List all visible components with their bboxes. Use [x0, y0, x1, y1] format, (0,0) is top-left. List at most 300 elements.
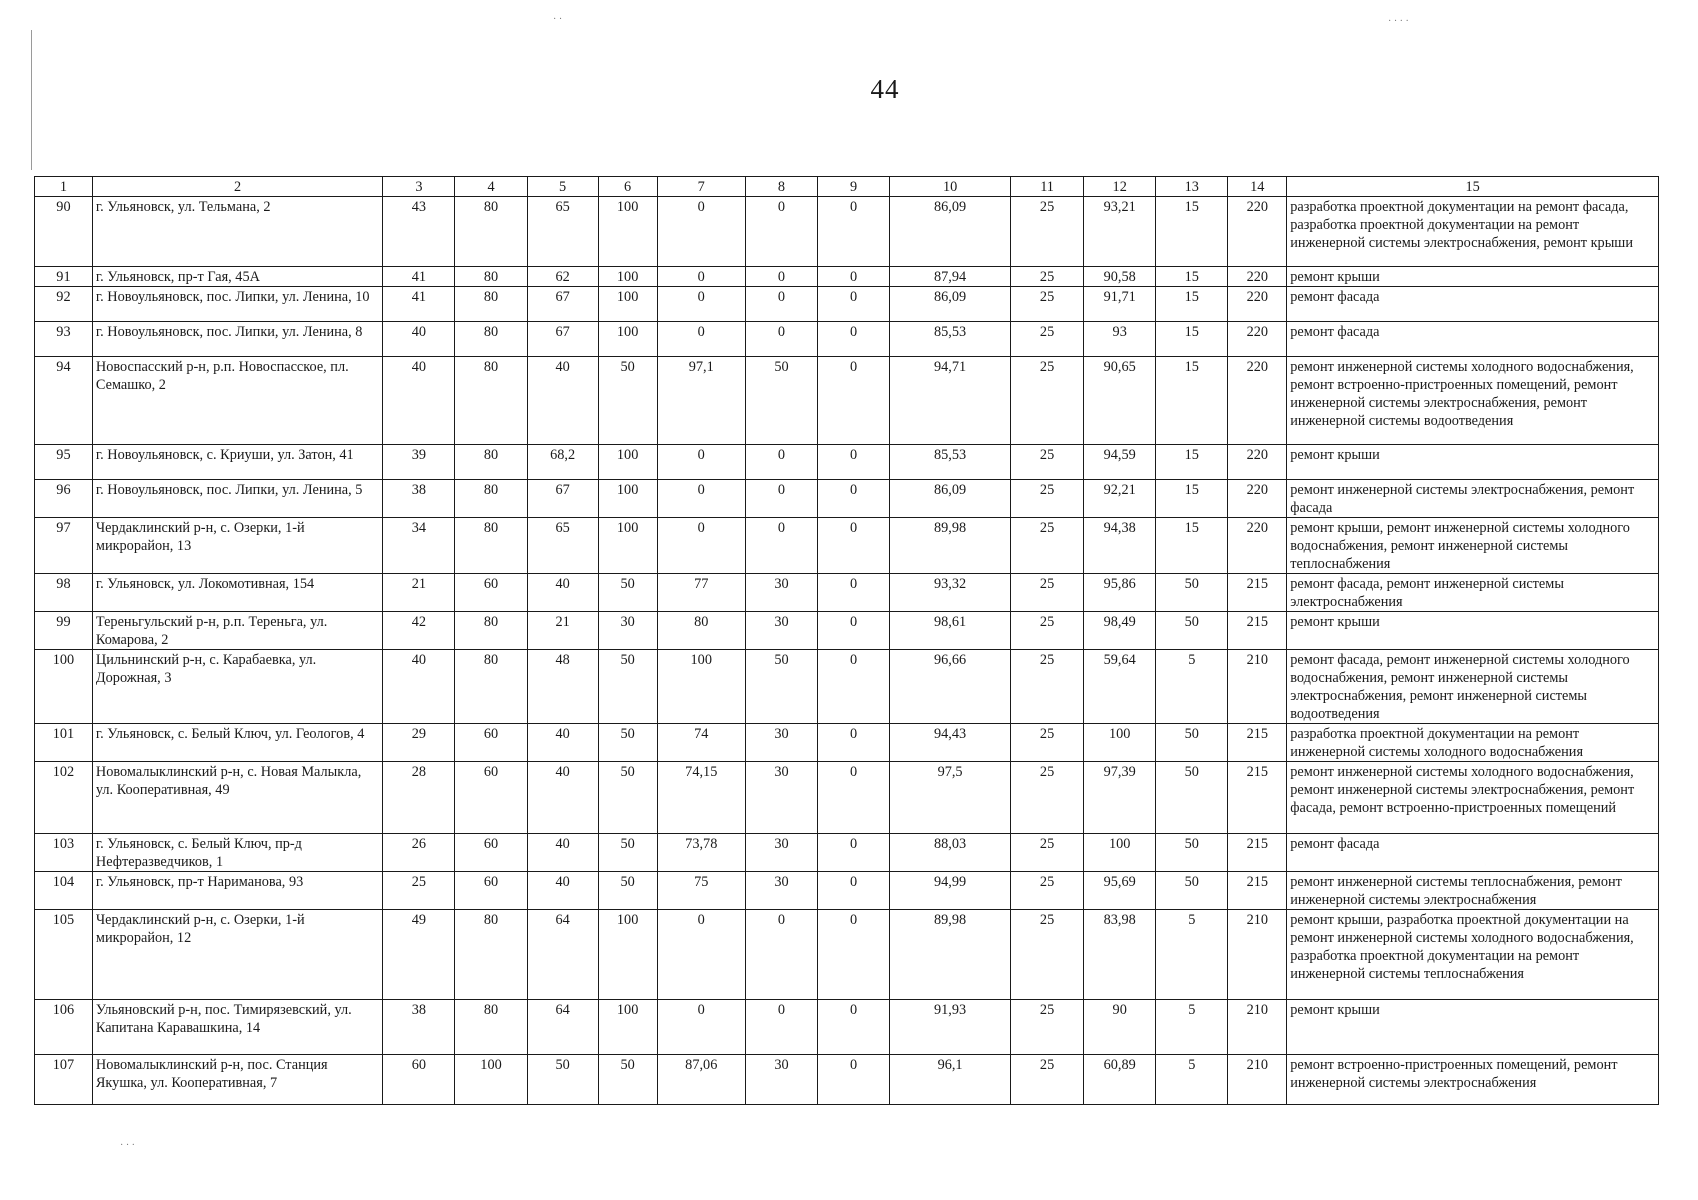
table-row	[35, 445, 1659, 480]
cell-col-9: 0	[818, 762, 890, 834]
cell-col-3: 42	[383, 612, 455, 650]
column-header-7: 7	[657, 177, 745, 197]
cell-col-14: 210	[1228, 1000, 1287, 1055]
cell-col-5: 65	[527, 518, 598, 574]
column-header-4: 4	[455, 177, 527, 197]
cell-col-1: 103	[35, 834, 93, 872]
table-row	[35, 480, 1659, 518]
cell-col-8: 0	[745, 480, 817, 518]
table-row	[35, 612, 1659, 650]
table-row	[35, 574, 1659, 612]
cell-col-4: 80	[455, 287, 527, 322]
cell-col-10: 94,43	[890, 724, 1011, 762]
table-row	[35, 322, 1659, 357]
cell-col-15: ремонт фасада, ремонт инженерной системы электроснабжения	[1287, 574, 1659, 612]
cell-col-5: 64	[527, 910, 598, 1000]
cell-col-3: 40	[383, 650, 455, 724]
cell-col-1: 101	[35, 724, 93, 762]
cell-col-4: 80	[455, 480, 527, 518]
cell-col-10: 85,53	[890, 322, 1011, 357]
cell-col-13: 50	[1156, 762, 1228, 834]
column-header-14: 14	[1228, 177, 1287, 197]
column-header-9: 9	[818, 177, 890, 197]
cell-col-12: 97,39	[1084, 762, 1156, 834]
cell-col-12: 60,89	[1084, 1055, 1156, 1105]
cell-col-11: 25	[1011, 518, 1084, 574]
column-header-1: 1	[35, 177, 93, 197]
cell-col-1: 98	[35, 574, 93, 612]
cell-col-2: Чердаклинский р-н, с. Озерки, 1-й микрорайон, 12	[92, 910, 382, 1000]
cell-col-7: 87,06	[657, 1055, 745, 1105]
cell-col-6: 100	[598, 910, 657, 1000]
cell-col-7: 0	[657, 910, 745, 1000]
cell-col-13: 50	[1156, 612, 1228, 650]
cell-col-7: 100	[657, 650, 745, 724]
cell-col-11: 25	[1011, 724, 1084, 762]
cell-col-2: г. Ульяновск, ул. Локомотивная, 154	[92, 574, 382, 612]
table-row	[35, 872, 1659, 910]
cell-col-13: 15	[1156, 287, 1228, 322]
cell-col-13: 15	[1156, 267, 1228, 287]
cell-col-3: 40	[383, 322, 455, 357]
cell-col-1: 100	[35, 650, 93, 724]
cell-col-4: 80	[455, 322, 527, 357]
cell-col-4: 60	[455, 872, 527, 910]
table-row	[35, 910, 1659, 1000]
cell-col-4: 80	[455, 612, 527, 650]
cell-col-5: 40	[527, 724, 598, 762]
cell-col-2: Ульяновский р-н, пос. Тимирязевский, ул. Капитана Каравашкина, 14	[92, 1000, 382, 1055]
cell-col-13: 50	[1156, 724, 1228, 762]
cell-col-14: 220	[1228, 518, 1287, 574]
table-header-row	[35, 177, 1659, 197]
cell-col-3: 34	[383, 518, 455, 574]
cell-col-8: 0	[745, 445, 817, 480]
cell-col-1: 96	[35, 480, 93, 518]
cell-col-7: 80	[657, 612, 745, 650]
cell-col-10: 94,71	[890, 357, 1011, 445]
cell-col-15: ремонт инженерной системы теплоснабжения, ремонт инженерной системы электроснабжения	[1287, 872, 1659, 910]
cell-col-1: 104	[35, 872, 93, 910]
cell-col-12: 83,98	[1084, 910, 1156, 1000]
cell-col-5: 64	[527, 1000, 598, 1055]
cell-col-6: 50	[598, 574, 657, 612]
cell-col-13: 15	[1156, 322, 1228, 357]
cell-col-14: 210	[1228, 1055, 1287, 1105]
cell-col-13: 15	[1156, 480, 1228, 518]
cell-col-3: 26	[383, 834, 455, 872]
cell-col-13: 50	[1156, 872, 1228, 910]
cell-col-6: 100	[598, 322, 657, 357]
cell-col-6: 50	[598, 872, 657, 910]
cell-col-11: 25	[1011, 445, 1084, 480]
cell-col-13: 5	[1156, 1055, 1228, 1105]
column-header-8: 8	[745, 177, 817, 197]
cell-col-6: 50	[598, 762, 657, 834]
cell-col-10: 87,94	[890, 267, 1011, 287]
cell-col-9: 0	[818, 612, 890, 650]
cell-col-5: 68,2	[527, 445, 598, 480]
cell-col-3: 21	[383, 574, 455, 612]
cell-col-14: 220	[1228, 287, 1287, 322]
cell-col-3: 43	[383, 197, 455, 267]
cell-col-5: 40	[527, 357, 598, 445]
cell-col-4: 80	[455, 518, 527, 574]
cell-col-4: 80	[455, 445, 527, 480]
cell-col-8: 50	[745, 357, 817, 445]
cell-col-12: 92,21	[1084, 480, 1156, 518]
cell-col-3: 38	[383, 480, 455, 518]
cell-col-9: 0	[818, 834, 890, 872]
cell-col-12: 90	[1084, 1000, 1156, 1055]
cell-col-7: 74,15	[657, 762, 745, 834]
cell-col-7: 0	[657, 445, 745, 480]
cell-col-13: 15	[1156, 197, 1228, 267]
cell-col-15: ремонт инженерной системы электроснабжения, ремонт фасада	[1287, 480, 1659, 518]
cell-col-8: 0	[745, 910, 817, 1000]
cell-col-12: 95,86	[1084, 574, 1156, 612]
cell-col-8: 30	[745, 574, 817, 612]
cell-col-12: 94,59	[1084, 445, 1156, 480]
cell-col-10: 89,98	[890, 518, 1011, 574]
cell-col-6: 100	[598, 1000, 657, 1055]
cell-col-8: 30	[745, 724, 817, 762]
cell-col-8: 0	[745, 1000, 817, 1055]
cell-col-2: Новоспасский р-н, р.п. Новоспасское, пл. Семашко, 2	[92, 357, 382, 445]
cell-col-15: ремонт фасада	[1287, 287, 1659, 322]
cell-col-2: г. Ульяновск, ул. Тельмана, 2	[92, 197, 382, 267]
table-row	[35, 197, 1659, 267]
cell-col-2: Новомалыклинский р-н, с. Новая Малыкла, ул. Кооперативная, 49	[92, 762, 382, 834]
cell-col-9: 0	[818, 445, 890, 480]
column-header-6: 6	[598, 177, 657, 197]
cell-col-12: 93	[1084, 322, 1156, 357]
cell-col-12: 98,49	[1084, 612, 1156, 650]
scan-speck: · · ·	[120, 1140, 135, 1151]
cell-col-15: ремонт фасада	[1287, 834, 1659, 872]
cell-col-10: 89,98	[890, 910, 1011, 1000]
cell-col-13: 5	[1156, 910, 1228, 1000]
cell-col-6: 50	[598, 724, 657, 762]
cell-col-4: 60	[455, 724, 527, 762]
cell-col-3: 60	[383, 1055, 455, 1105]
cell-col-2: Цильнинский р-н, с. Карабаевка, ул. Дорожная, 3	[92, 650, 382, 724]
cell-col-11: 25	[1011, 872, 1084, 910]
cell-col-11: 25	[1011, 357, 1084, 445]
cell-col-7: 75	[657, 872, 745, 910]
cell-col-6: 100	[598, 267, 657, 287]
cell-col-11: 25	[1011, 650, 1084, 724]
page-number: 44	[870, 74, 900, 104]
cell-col-11: 25	[1011, 322, 1084, 357]
cell-col-4: 80	[455, 910, 527, 1000]
cell-col-9: 0	[818, 518, 890, 574]
cell-col-13: 50	[1156, 574, 1228, 612]
column-header-3: 3	[383, 177, 455, 197]
cell-col-15: ремонт инженерной системы холодного водоснабжения, ремонт инженерной системы электроснабжения, ремонт фасада, ремонт встроенно-пристроенных помещений	[1287, 762, 1659, 834]
cell-col-9: 0	[818, 322, 890, 357]
cell-col-3: 28	[383, 762, 455, 834]
cell-col-1: 94	[35, 357, 93, 445]
cell-col-1: 90	[35, 197, 93, 267]
cell-col-2: Новомалыклинский р-н, пос. Станция Якушка, ул. Кооперативная, 7	[92, 1055, 382, 1105]
cell-col-6: 100	[598, 480, 657, 518]
cell-col-15: ремонт фасада, ремонт инженерной системы холодного водоснабжения, ремонт инженерной системы электроснабжения, ремонт инженерной системы водоотведения	[1287, 650, 1659, 724]
cell-col-1: 99	[35, 612, 93, 650]
cell-col-5: 40	[527, 872, 598, 910]
cell-col-6: 50	[598, 834, 657, 872]
cell-col-4: 80	[455, 1000, 527, 1055]
cell-col-2: г. Новоульяновск, пос. Липки, ул. Ленина, 5	[92, 480, 382, 518]
table-row	[35, 724, 1659, 762]
cell-col-6: 100	[598, 197, 657, 267]
cell-col-13: 5	[1156, 1000, 1228, 1055]
cell-col-14: 220	[1228, 322, 1287, 357]
cell-col-4: 80	[455, 267, 527, 287]
cell-col-14: 220	[1228, 197, 1287, 267]
cell-col-1: 107	[35, 1055, 93, 1105]
cell-col-14: 210	[1228, 650, 1287, 724]
cell-col-10: 85,53	[890, 445, 1011, 480]
cell-col-5: 65	[527, 197, 598, 267]
cell-col-9: 0	[818, 650, 890, 724]
cell-col-9: 0	[818, 197, 890, 267]
cell-col-11: 25	[1011, 287, 1084, 322]
cell-col-7: 0	[657, 267, 745, 287]
cell-col-7: 0	[657, 197, 745, 267]
cell-col-5: 50	[527, 1055, 598, 1105]
cell-col-7: 0	[657, 322, 745, 357]
cell-col-6: 100	[598, 518, 657, 574]
cell-col-14: 210	[1228, 910, 1287, 1000]
cell-col-11: 25	[1011, 762, 1084, 834]
column-header-11: 11	[1011, 177, 1084, 197]
cell-col-10: 86,09	[890, 197, 1011, 267]
cell-col-1: 95	[35, 445, 93, 480]
cell-col-6: 100	[598, 445, 657, 480]
cell-col-14: 220	[1228, 445, 1287, 480]
cell-col-10: 94,99	[890, 872, 1011, 910]
data-table	[34, 176, 1659, 1105]
cell-col-12: 90,65	[1084, 357, 1156, 445]
cell-col-2: г. Новоульяновск, пос. Липки, ул. Ленина, 8	[92, 322, 382, 357]
cell-col-11: 25	[1011, 480, 1084, 518]
cell-col-4: 80	[455, 357, 527, 445]
cell-col-4: 60	[455, 834, 527, 872]
cell-col-1: 97	[35, 518, 93, 574]
cell-col-9: 0	[818, 480, 890, 518]
cell-col-3: 41	[383, 287, 455, 322]
cell-col-3: 49	[383, 910, 455, 1000]
cell-col-3: 38	[383, 1000, 455, 1055]
cell-col-5: 67	[527, 322, 598, 357]
cell-col-5: 67	[527, 287, 598, 322]
cell-col-4: 80	[455, 197, 527, 267]
cell-col-10: 98,61	[890, 612, 1011, 650]
cell-col-11: 25	[1011, 612, 1084, 650]
cell-col-8: 30	[745, 612, 817, 650]
cell-col-10: 96,1	[890, 1055, 1011, 1105]
cell-col-15: ремонт крыши	[1287, 612, 1659, 650]
cell-col-10: 96,66	[890, 650, 1011, 724]
cell-col-13: 50	[1156, 834, 1228, 872]
cell-col-11: 25	[1011, 267, 1084, 287]
cell-col-6: 100	[598, 287, 657, 322]
cell-col-8: 30	[745, 1055, 817, 1105]
cell-col-9: 0	[818, 910, 890, 1000]
cell-col-15: ремонт крыши	[1287, 267, 1659, 287]
cell-col-9: 0	[818, 724, 890, 762]
cell-col-9: 0	[818, 872, 890, 910]
cell-col-8: 0	[745, 518, 817, 574]
cell-col-15: ремонт встроенно-пристроенных помещений, ремонт инженерной системы электроснабжения	[1287, 1055, 1659, 1105]
cell-col-8: 30	[745, 834, 817, 872]
cell-col-7: 73,78	[657, 834, 745, 872]
cell-col-15: ремонт крыши, ремонт инженерной системы холодного водоснабжения, ремонт инженерной системы теплоснабжения	[1287, 518, 1659, 574]
cell-col-1: 105	[35, 910, 93, 1000]
cell-col-12: 90,58	[1084, 267, 1156, 287]
cell-col-3: 39	[383, 445, 455, 480]
cell-col-15: разработка проектной документации на ремонт фасада, разработка проектной документации на ремонт инженерной системы электроснабжения, ремонт крыши	[1287, 197, 1659, 267]
cell-col-15: ремонт фасада	[1287, 322, 1659, 357]
scan-speck: · · · ·	[1388, 16, 1409, 27]
cell-col-7: 77	[657, 574, 745, 612]
table-header	[35, 177, 1659, 197]
cell-col-8: 30	[745, 872, 817, 910]
cell-col-2: Чердаклинский р-н, с. Озерки, 1-й микрорайон, 13	[92, 518, 382, 574]
cell-col-6: 50	[598, 650, 657, 724]
cell-col-9: 0	[818, 1000, 890, 1055]
cell-col-11: 25	[1011, 1000, 1084, 1055]
cell-col-4: 60	[455, 574, 527, 612]
cell-col-3: 25	[383, 872, 455, 910]
cell-col-8: 0	[745, 197, 817, 267]
cell-col-7: 97,1	[657, 357, 745, 445]
cell-col-1: 92	[35, 287, 93, 322]
cell-col-2: г. Ульяновск, с. Белый Ключ, ул. Геологов, 4	[92, 724, 382, 762]
cell-col-2: г. Новоульяновск, пос. Липки, ул. Ленина, 10	[92, 287, 382, 322]
table-row	[35, 518, 1659, 574]
column-header-10: 10	[890, 177, 1011, 197]
cell-col-10: 97,5	[890, 762, 1011, 834]
cell-col-7: 0	[657, 480, 745, 518]
cell-col-9: 0	[818, 574, 890, 612]
cell-col-11: 25	[1011, 574, 1084, 612]
cell-col-14: 215	[1228, 834, 1287, 872]
cell-col-3: 29	[383, 724, 455, 762]
table-body	[35, 197, 1659, 1105]
cell-col-11: 25	[1011, 834, 1084, 872]
cell-col-2: г. Ульяновск, пр-т Гая, 45А	[92, 267, 382, 287]
cell-col-10: 86,09	[890, 480, 1011, 518]
cell-col-9: 0	[818, 287, 890, 322]
cell-col-12: 91,71	[1084, 287, 1156, 322]
cell-col-1: 91	[35, 267, 93, 287]
cell-col-5: 21	[527, 612, 598, 650]
cell-col-10: 88,03	[890, 834, 1011, 872]
cell-col-2: г. Новоульяновск, с. Криуши, ул. Затон, 41	[92, 445, 382, 480]
cell-col-1: 106	[35, 1000, 93, 1055]
cell-col-14: 220	[1228, 480, 1287, 518]
cell-col-8: 0	[745, 322, 817, 357]
table-row	[35, 1055, 1659, 1105]
cell-col-15: ремонт крыши, разработка проектной документации на ремонт инженерной системы холодного водоснабжения, разработка проектной документации на ремонт инженерной системы теплоснабжения	[1287, 910, 1659, 1000]
cell-col-5: 62	[527, 267, 598, 287]
cell-col-3: 41	[383, 267, 455, 287]
cell-col-13: 15	[1156, 357, 1228, 445]
scan-speck: · ·	[553, 14, 563, 25]
cell-col-5: 40	[527, 762, 598, 834]
cell-col-13: 15	[1156, 518, 1228, 574]
cell-col-10: 91,93	[890, 1000, 1011, 1055]
table-row	[35, 1000, 1659, 1055]
cell-col-5: 48	[527, 650, 598, 724]
cell-col-12: 100	[1084, 724, 1156, 762]
cell-col-14: 215	[1228, 574, 1287, 612]
cell-col-11: 25	[1011, 910, 1084, 1000]
cell-col-6: 50	[598, 1055, 657, 1105]
table-row	[35, 287, 1659, 322]
table-row	[35, 834, 1659, 872]
cell-col-12: 95,69	[1084, 872, 1156, 910]
cell-col-12: 93,21	[1084, 197, 1156, 267]
cell-col-5: 67	[527, 480, 598, 518]
column-header-12: 12	[1084, 177, 1156, 197]
cell-col-7: 0	[657, 518, 745, 574]
table-row	[35, 650, 1659, 724]
cell-col-1: 93	[35, 322, 93, 357]
cell-col-8: 30	[745, 762, 817, 834]
cell-col-15: ремонт крыши	[1287, 445, 1659, 480]
cell-col-7: 0	[657, 1000, 745, 1055]
cell-col-14: 215	[1228, 872, 1287, 910]
cell-col-5: 40	[527, 834, 598, 872]
table-row	[35, 762, 1659, 834]
cell-col-1: 102	[35, 762, 93, 834]
cell-col-14: 220	[1228, 267, 1287, 287]
cell-col-6: 30	[598, 612, 657, 650]
cell-col-14: 215	[1228, 612, 1287, 650]
cell-col-2: г. Ульяновск, пр-т Нариманова, 93	[92, 872, 382, 910]
column-header-2: 2	[92, 177, 382, 197]
table-row	[35, 267, 1659, 287]
cell-col-12: 59,64	[1084, 650, 1156, 724]
cell-col-2: г. Ульяновск, с. Белый Ключ, пр-д Нефтеразведчиков, 1	[92, 834, 382, 872]
cell-col-2: Тереньгульский р-н, р.п. Тереньга, ул. Комарова, 2	[92, 612, 382, 650]
cell-col-8: 50	[745, 650, 817, 724]
cell-col-9: 0	[818, 267, 890, 287]
cell-col-4: 100	[455, 1055, 527, 1105]
table-row	[35, 357, 1659, 445]
cell-col-10: 93,32	[890, 574, 1011, 612]
cell-col-8: 0	[745, 287, 817, 322]
cell-col-14: 220	[1228, 357, 1287, 445]
cell-col-14: 215	[1228, 762, 1287, 834]
cell-col-10: 86,09	[890, 287, 1011, 322]
cell-col-12: 100	[1084, 834, 1156, 872]
cell-col-15: разработка проектной документации на ремонт инженерной системы холодного водоснабжения	[1287, 724, 1659, 762]
cell-col-3: 40	[383, 357, 455, 445]
column-header-13: 13	[1156, 177, 1228, 197]
cell-col-13: 5	[1156, 650, 1228, 724]
column-header-5: 5	[527, 177, 598, 197]
cell-col-4: 60	[455, 762, 527, 834]
cell-col-11: 25	[1011, 1055, 1084, 1105]
cell-col-4: 80	[455, 650, 527, 724]
cell-col-9: 0	[818, 1055, 890, 1105]
cell-col-15: ремонт крыши	[1287, 1000, 1659, 1055]
column-header-15: 15	[1287, 177, 1659, 197]
